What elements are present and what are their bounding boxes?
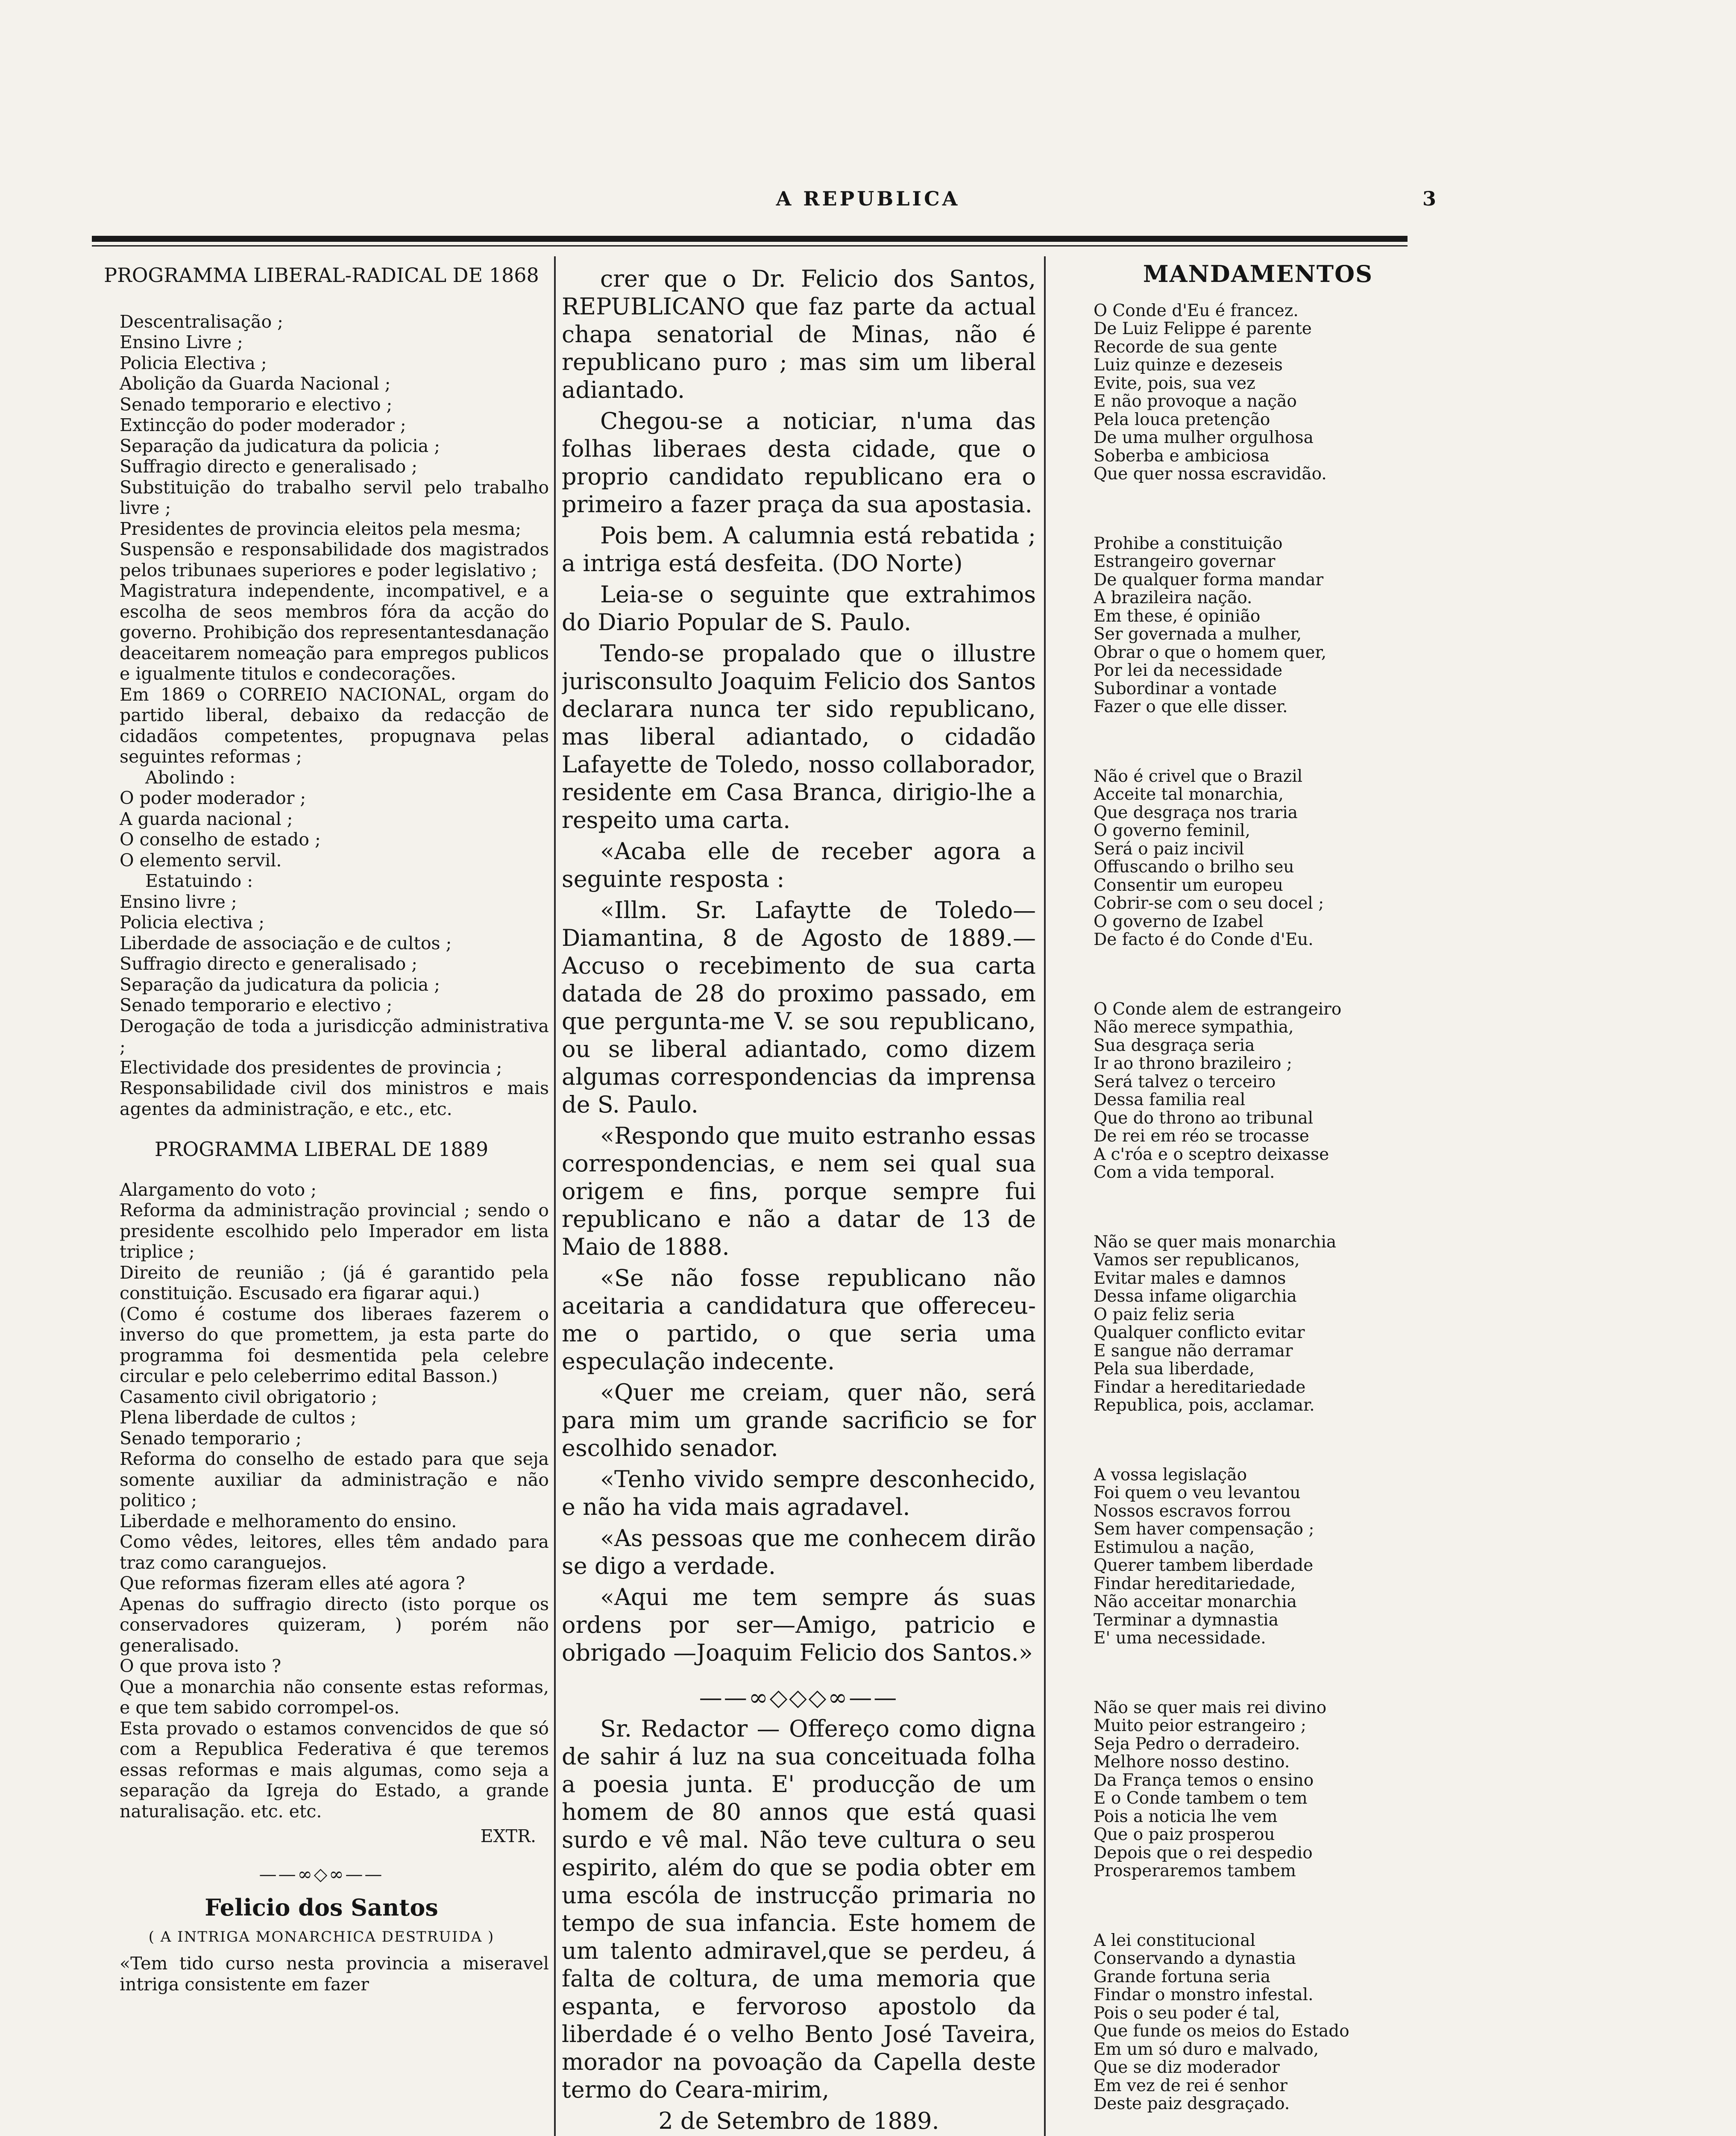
poem-line: Que desgraça nos traria: [1094, 803, 1298, 822]
poem-line: A vossa legislação: [1094, 1465, 1247, 1485]
poem-line: Que se diz moderador: [1094, 2058, 1280, 2077]
felicio-subheading: ( A INTRIGA MONARCHICA DESTRUIDA ): [148, 1928, 495, 1945]
commentary-paragraph: Como vêdes, leitores, elles têm andado para traz como caranguejos.: [120, 1532, 549, 1573]
poem-line: Que funde os meios do Estado: [1094, 2022, 1349, 2041]
column-divider-1: [554, 256, 556, 2136]
letter-date: 2 de Setembro de 1889.: [658, 2107, 939, 2134]
poem-line: O Conde alem de estrangeiro: [1094, 999, 1342, 1019]
poem-line: Estrangeiro governar: [1094, 552, 1276, 571]
poem-line: Que quer nossa escravidão.: [1094, 464, 1327, 484]
estatuindo-item: Policia electiva ;: [120, 912, 265, 933]
poem-line: O governo feminil,: [1094, 821, 1250, 840]
estatuindo-item: Responsabilidade civil dos ministros e mais agentes da administração, e etc., etc.: [120, 1078, 549, 1119]
poem-line: O governo de Izabel: [1094, 912, 1264, 931]
programme-item: Separação da judicatura da policia ;: [120, 435, 440, 456]
ornament: ——∞◇◇◇∞——: [699, 1684, 899, 1711]
poem-line: A lei constitucional: [1094, 1931, 1256, 1950]
article-paragraph: «Quer me creiam, quer não, será para mim um grande sacrificio se for escolhido senador.: [562, 1379, 1036, 1461]
abolindo-item: O elemento servil.: [120, 850, 282, 871]
poem-line: Da França temos o ensino: [1094, 1770, 1314, 1790]
poem-stanza: [1094, 1932, 1422, 2113]
programme-1889-list: [94, 1179, 549, 1532]
poem-line: Grande fortuna seria: [1094, 1967, 1271, 1986]
poem-line: Melhore nosso destino.: [1094, 1752, 1290, 1772]
page-number: 3: [1422, 187, 1437, 210]
poem-line: Muito peior estrangeiro ;: [1094, 1716, 1307, 1735]
estatuindo-list: [94, 892, 549, 1120]
programme-1889-heading: PROGRAMMA LIBERAL DE 1889: [154, 1138, 489, 1161]
programme-item: Reforma do conselho de estado para que seja somente auxiliar da administração e não politico ;: [120, 1449, 549, 1511]
poem-line: Não é crivel que o Brazil: [1094, 766, 1303, 786]
programme-item: Descentralisação ;: [120, 311, 283, 332]
poem-line: Findar hereditariedade,: [1094, 1574, 1296, 1593]
estatuindo-item: Separação da judicatura da policia ;: [120, 974, 440, 995]
poem-line: Prohibe a constituição: [1094, 534, 1283, 553]
poem-line: Cobrir-se com o seu docel ;: [1094, 894, 1324, 913]
poem-stanza: [1094, 768, 1422, 949]
poem-line: Consentir um europeu: [1094, 875, 1283, 895]
poem-line: Não se quer mais rei divino: [1094, 1698, 1327, 1717]
poem-line: Sem haver compensação ;: [1094, 1520, 1314, 1539]
abolindo-item: O conselho de estado ;: [120, 829, 321, 850]
poem-line: Foi quem o veu levantou: [1094, 1483, 1301, 1502]
programme-item: Direito de reunião ; (já é garantido pela constituição. Escusado era figarar aqui.): [120, 1262, 549, 1303]
estatuindo-item: Suffragio directo e generalisado ;: [120, 954, 418, 974]
estatuindo-item: Electividade dos presidentes de provincia ;: [120, 1057, 502, 1078]
article-paragraph: «Illm. Sr. Lafaytte de Toledo—Diamantina, 8 de Agosto de 1889.—Accuso o recebimento de sua carta datada de 28 do proximo passado, em que pergunta-me V. se sou republicano, ou se liberal adiantado, como dizem algumas correspondencias da imprensa de S. Paulo.: [562, 897, 1036, 1118]
column-3: [1094, 265, 1422, 2136]
poem-line: Depois que o rei despedio: [1094, 1843, 1313, 1863]
commentary-paragraph: Apenas do suffragio directo (isto porque os conservadores quizeram, ) porém não generalisado.: [120, 1593, 549, 1656]
poem-line: O Conde d'Eu é francez.: [1094, 301, 1299, 320]
abolindo-label: Abolindo :: [145, 767, 235, 788]
poem-line: De uma mulher orgulhosa: [1094, 428, 1314, 447]
programme-1868-list: [94, 311, 549, 684]
programme-item: Magistratura independente, incompativel, e a escolha de seos membros fóra da acção do governo. Prohibição dos representantesdanação deaceitarem nomeação para empregos publicos e igualmente titulos e condecorações.: [120, 581, 549, 684]
poem-line: Ser governada a mulher,: [1094, 625, 1302, 644]
poem-line: Em vez de rei é senhor: [1094, 2076, 1287, 2095]
poem-line: Estimulou a nação,: [1094, 1537, 1255, 1557]
article-paragraph: «Tenho vivido sempre desconhecido, e não ha vida mais agradavel.: [562, 1466, 1036, 1520]
poem-line: Ir ao throno brazileiro ;: [1094, 1054, 1293, 1073]
poem-line: Não se quer mais monarchia: [1094, 1232, 1337, 1252]
estatuindo-label: Estatuindo :: [145, 871, 253, 891]
programme-item: Senado temporario ;: [120, 1428, 302, 1449]
programme-1868-heading: PROGRAMMA LIBERAL-RADICAL DE 1868: [104, 265, 539, 287]
estatuindo-item: Liberdade de associação e de cultos ;: [120, 933, 452, 954]
poem-line: Pela sua liberdade,: [1094, 1359, 1255, 1379]
column-divider-2: [1044, 256, 1046, 2136]
poem-stanza: [1094, 1233, 1422, 1415]
redactor-letter: Sr. Redactor — Offereço como digna de sahir á luz na sua conceituada folha a poesia junta. E' producção de um homem de 80 annos que está quasi surdo e vê mal. Não teve cultura o seu espirito, além do que se podia obter em uma escóla de instrucção primaria no tempo de sua infancia. Este homem de um talento admiravel,que se perdeu, á falta de coltura, de uma memoria que espanta, e fervoroso apostolo da liberdade é o velho Bento José Taveira, morador na povoação da Capella deste termo do Ceara-mirim,: [562, 1715, 1036, 2103]
abolindo-list: [94, 788, 549, 871]
poem-stanza: [1094, 1699, 1422, 1881]
poem-stanza: [1094, 302, 1422, 484]
poem-line: Querer tambem liberdade: [1094, 1556, 1314, 1575]
commentary: [94, 1532, 549, 1822]
article-paragraphs: [562, 265, 1036, 1667]
poem-stanza: [1094, 1466, 1422, 1648]
poem-stanzas: [1094, 302, 1422, 2113]
poem-line: Vamos ser republicanos,: [1094, 1250, 1300, 1270]
estatuindo-item: Derogação de toda a jurisdicção administrativa ;: [120, 1015, 549, 1057]
abolindo-item: A guarda nacional ;: [120, 808, 293, 829]
poem-line: E o Conde tambem o tem: [1094, 1789, 1308, 1808]
poem-line: Evitar males e damnos: [1094, 1268, 1286, 1288]
poem-line: Seja Pedro o derradeiro.: [1094, 1734, 1300, 1754]
poem-line: Pois a noticia lhe vem: [1094, 1807, 1278, 1826]
poem-line: Nossos escravos forrou: [1094, 1501, 1291, 1521]
programme-item: Presidentes de provincia eleitos pela mesma;: [120, 518, 522, 539]
poem-stanza: [1094, 1001, 1422, 1182]
felicio-opening: «Tem tido curso nesta provincia a miseravel intriga consistente em fazer: [120, 1953, 549, 1995]
poem-line: Pela louca pretenção: [1094, 410, 1270, 429]
correio-paragraph: Em 1869 o CORREIO NACIONAL, orgam do partido liberal, debaixo da redacção de cidadãos competentes, propugnava pelas seguintes reformas ;: [120, 684, 549, 767]
poem-line: Soberba e ambiciosa: [1094, 446, 1270, 466]
poem-line: De rei em réo se trocasse: [1094, 1127, 1309, 1146]
programme-item: Senado temporario e electivo ;: [120, 394, 393, 415]
poem-line: Será talvez o terceiro: [1094, 1072, 1276, 1091]
poem-line: Deste paiz desgraçado.: [1094, 2094, 1290, 2113]
poem-line: Fazer o que elle disser.: [1094, 697, 1288, 716]
poem-line: Que do throno ao tribunal: [1094, 1108, 1314, 1128]
programme-item: Ensino Livre ;: [120, 332, 243, 352]
programme-item: (Como é costume dos liberaes fazerem o inverso do que promettem, ja esta parte do programma foi desmentida pela celebre circular e pelo celeberrimo edital Basson.): [120, 1303, 549, 1386]
article-paragraph: Leia-se o seguinte que extrahimos do Diario Popular de S. Paulo.: [562, 581, 1036, 636]
article-paragraph: «Respondo que muito estranho essas correspondencias, e nem sei qual sua origem e fins, porque sempre fui republicano e não a datar de 13 de Maio de 1888.: [562, 1122, 1036, 1260]
poem-line: Evite, pois, sua vez: [1094, 373, 1255, 393]
poem-title: MANDAMENTOS: [1143, 265, 1373, 288]
ornament: ——∞◇∞——: [259, 1863, 384, 1884]
commentary-paragraph: Esta provado o estamos convencidos de que só com a Republica Federativa é que teremos essas reformas e mais algumas, como seja a separação da Igreja do Estado, a grande naturalisação. etc. etc.: [120, 1718, 549, 1822]
poem-line: Acceite tal monarchia,: [1094, 785, 1284, 804]
poem-line: Qualquer conflicto evitar: [1094, 1323, 1305, 1342]
estatuindo-item: Ensino livre ;: [120, 891, 237, 912]
poem-stanza: [1094, 535, 1422, 716]
poem-line: Não merece sympathia,: [1094, 1018, 1294, 1037]
abolindo-item: O poder moderador ;: [120, 788, 306, 808]
column-1: [94, 265, 549, 2136]
column-2: [562, 265, 1036, 2136]
poem-line: Será o paiz incivil: [1094, 839, 1244, 859]
poem-line: Obrar o que o homem quer,: [1094, 643, 1327, 662]
article-paragraph: crer que o Dr. Felicio dos Santos, REPUBLICANO que faz parte da actual chapa senatorial de Minas, não é republicano puro ; mas sim um liberal adiantado.: [562, 265, 1036, 403]
poem-line: Findar o monstro infestal.: [1094, 1985, 1314, 2004]
poem-line: Pois o seu poder é tal,: [1094, 2003, 1280, 2023]
article-paragraph: «Acaba elle de receber agora a seguinte resposta :: [562, 838, 1036, 892]
poem-line: De qualquer forma mandar: [1094, 570, 1324, 590]
poem-line: Offuscando o brilho seu: [1094, 857, 1294, 877]
extract-credit: EXTR.: [480, 1826, 536, 1846]
poem-line: Terminar a dymnastia: [1094, 1610, 1279, 1630]
poem-line: Conservando a dynastia: [1094, 1949, 1296, 1968]
estatuindo-item: Senado temporario e electivo ;: [120, 995, 393, 1015]
felicio-heading: Felicio dos Santos: [205, 1894, 438, 1921]
poem-line: Sua desgraça seria: [1094, 1036, 1255, 1055]
commentary-paragraph: Que reformas fizeram elles até agora ?: [120, 1573, 465, 1593]
article-paragraph: «Aqui me tem sempre ás suas ordens por ser—Amigo, patricio e obrigado —Joaquim Felicio dos Santos.»: [562, 1584, 1036, 1666]
article-paragraph: Tendo-se propalado que o illustre jurisconsulto Joaquim Felicio dos Santos declarara nunca ter sido republicano, mas liberal adiantado, o cidadão Lafayette de Toledo, nosso collaborador, residente em Casa Branca, dirigio-lhe a respeito uma carta.: [562, 640, 1036, 833]
poem-line: De facto é do Conde d'Eu.: [1094, 930, 1314, 949]
article-paragraph: Pois bem. A calumnia está rebatida ; a intriga está desfeita. (DO Norte): [562, 522, 1036, 577]
poem-line: E' uma necessidade.: [1094, 1628, 1266, 1648]
programme-item: Suspensão e responsabilidade dos magistrados pelos tribunaes superiores e poder legislativo ;: [120, 539, 549, 581]
programme-item: Substituição do trabalho servil pelo trabalho livre ;: [120, 477, 549, 518]
programme-item: Plena liberdade de cultos ;: [120, 1407, 357, 1428]
poem-line: A brazileira nação.: [1094, 588, 1252, 607]
programme-item: Abolição da Guarda Nacional ;: [120, 373, 391, 394]
article-paragraph: Chegou-se a noticiar, n'uma das folhas liberaes desta cidade, que o proprio candidato republicano era o primeiro a fazer praça da sua apostasia.: [562, 408, 1036, 518]
poem-line: Luiz quinze e dezeseis: [1094, 355, 1283, 375]
poem-line: Republica, pois, acclamar.: [1094, 1396, 1315, 1415]
poem-line: E sangue não derramar: [1094, 1341, 1293, 1361]
header-rule-thin: [92, 245, 1408, 246]
poem-line: Findar a hereditariedade: [1094, 1377, 1306, 1397]
programme-item: Casamento civil obrigatorio ;: [120, 1386, 378, 1407]
article-paragraph: «As pessoas que me conhecem dirão se digo a verdade.: [562, 1525, 1036, 1579]
poem-line: O paiz feliz seria: [1094, 1305, 1235, 1324]
poem-line: Não acceitar monarchia: [1094, 1592, 1297, 1611]
programme-item: Reforma da administração provincial ; sendo o presidente escolhido pelo Imperador em lista triplice ;: [120, 1200, 549, 1262]
poem-line: Prosperaremos tambem: [1094, 1861, 1296, 1881]
poem-line: Em um só duro e malvado,: [1094, 2039, 1319, 2059]
poem-line: Dessa familia real: [1094, 1090, 1246, 1109]
header-rule-thick: [92, 236, 1408, 242]
poem-line: Recorde de sua gente: [1094, 337, 1277, 357]
poem-line: Que o paiz prosperou: [1094, 1825, 1275, 1844]
programme-item: Extincção do poder moderador ;: [120, 415, 406, 435]
newspaper-title: A REPUBLICA: [776, 187, 960, 210]
article-paragraph: «Se não fosse republicano não aceitaria a candidatura que offereceu-me o partido, o que seria uma especulação indecente.: [562, 1265, 1036, 1375]
poem-line: Dessa infame oligarchia: [1094, 1287, 1297, 1306]
poem-line: Subordinar a vontade: [1094, 679, 1277, 698]
commentary-paragraph: O que prova isto ?: [120, 1656, 282, 1676]
poem-line: A c'róa e o sceptro deixasse: [1094, 1144, 1329, 1164]
programme-item: Suffragio directo e generalisado ;: [120, 456, 418, 477]
poem-line: Por lei da necessidade: [1094, 661, 1283, 680]
programme-item: Liberdade e melhoramento do ensino.: [120, 1511, 457, 1532]
poem-line: E não provoque a nação: [1094, 392, 1297, 411]
programme-item: Alargamento do voto ;: [120, 1179, 317, 1200]
poem-line: Em these, é opinião: [1094, 606, 1261, 626]
poem-line: Com a vida temporal.: [1094, 1163, 1275, 1182]
commentary-paragraph: Que a monarchia não consente estas reformas, e que tem sabido corrompel-os.: [120, 1676, 549, 1718]
poem-line: De Luiz Felippe é parente: [1094, 319, 1312, 338]
programme-item: Policia Electiva ;: [120, 352, 267, 373]
